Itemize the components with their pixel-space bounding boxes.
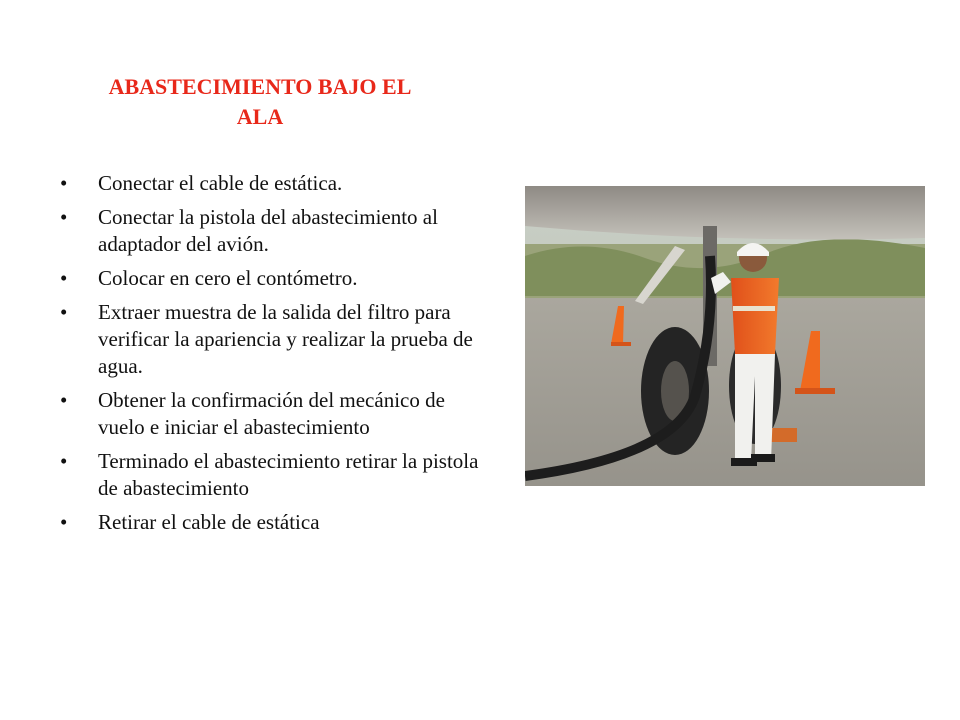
safety-vest [731,278,779,354]
bullet-dot: • [60,266,68,290]
tarmac [525,298,925,486]
bullet-text: Extraer muestra de la salida del filtro para verificar la apariencia y realizar la prueba de agua. [98,300,473,378]
bullet-item [60,448,480,502]
slide-title [60,72,460,132]
bullet-item [60,509,480,536]
bullet-item [60,299,480,380]
bullet-text: Conectar la pistola del abastecimiento al adaptador del avión. [98,205,438,256]
bullet-text: Colocar en cero el contómetro. [98,266,358,290]
slide-title-line-1: ABASTECIMIENTO BAJO EL [108,74,412,99]
bullet-dot: • [60,205,68,229]
bullet-dot: • [60,388,68,412]
slide-title-line-2: ALA [236,104,284,129]
bullet-item [60,387,480,441]
white-trousers [735,354,775,462]
bullet-item [60,170,480,197]
bullet-dot: • [60,171,68,195]
bullet-text: Terminado el abastecimiento retirar la pistola de abastecimiento [98,449,479,500]
bullet-dot: • [60,510,68,534]
refueling-photo [525,186,925,486]
bullet-text: Retirar el cable de estática [98,510,320,534]
bullet-text: Conectar el cable de estática. [98,171,343,195]
bullet-item [60,204,480,258]
bullet-item [60,265,480,292]
bullet-text: Obtener la confirmación del mecánico de vuelo e iniciar el abastecimiento [98,388,445,439]
bullet-dot: • [60,300,68,324]
bullet-list [60,170,480,543]
bullet-dot: • [60,449,68,473]
